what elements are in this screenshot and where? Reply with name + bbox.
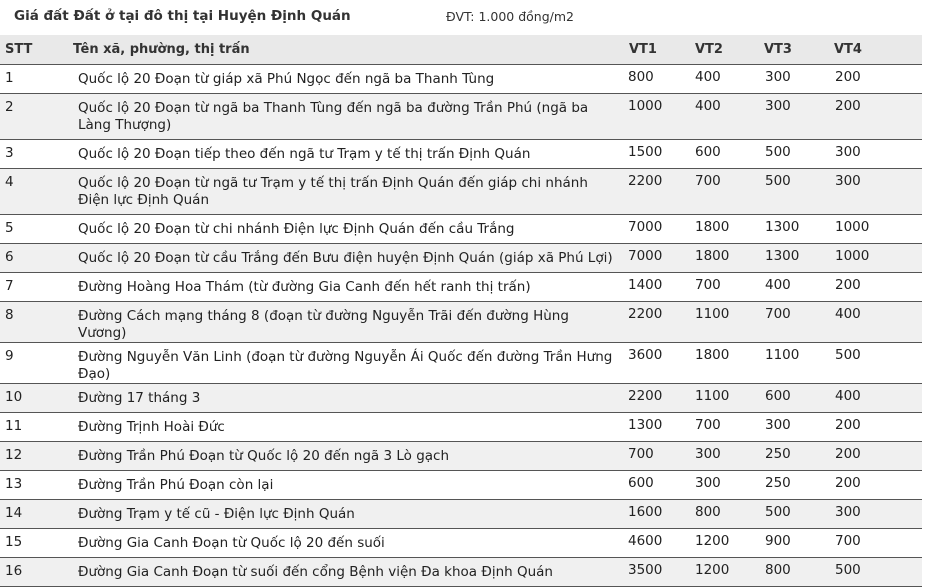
column-header-vt4: VT4 (825, 35, 922, 64)
row-vt3: 600 (755, 383, 825, 412)
table-row (0, 168, 922, 214)
row-vt1: 1300 (620, 412, 686, 441)
row-vt1: 3500 (620, 557, 686, 586)
column-header-stt: STT (0, 35, 65, 64)
row-vt3: 800 (755, 557, 825, 586)
row-name: Đường Trần Phú Đoạn từ Quốc lộ 20 đến ngã 3 Lò gạch (65, 441, 620, 470)
row-stt: 12 (0, 441, 65, 470)
table-row (0, 441, 922, 470)
row-vt4: 300 (825, 499, 922, 528)
row-stt: 5 (0, 214, 65, 243)
row-vt2: 800 (686, 499, 755, 528)
row-name: Quốc lộ 20 Đoạn tiếp theo đến ngã tư Trạm y tế thị trấn Định Quán (65, 139, 620, 168)
table-row (0, 301, 922, 342)
page-title: Giá đất Đất ở tại đô thị tại Huyện Định Quán (14, 8, 351, 24)
row-stt: 2 (0, 93, 65, 139)
table-row (0, 272, 922, 301)
row-vt1: 800 (620, 64, 686, 93)
table-row (0, 93, 922, 139)
row-vt2: 1800 (686, 214, 755, 243)
row-vt2: 1100 (686, 383, 755, 412)
row-vt3: 700 (755, 301, 825, 342)
row-vt2: 700 (686, 168, 755, 214)
row-vt3: 500 (755, 499, 825, 528)
row-vt3: 400 (755, 272, 825, 301)
row-vt1: 1500 (620, 139, 686, 168)
table-row (0, 139, 922, 168)
row-vt1: 4600 (620, 528, 686, 557)
row-stt: 10 (0, 383, 65, 412)
row-name: Đường Cách mạng tháng 8 (đoạn từ đường Nguyễn Trãi đến đường Hùng Vương) (65, 301, 620, 342)
row-vt4: 500 (825, 557, 922, 586)
row-stt: 3 (0, 139, 65, 168)
row-vt3: 300 (755, 64, 825, 93)
row-name: Đường Hoàng Hoa Thám (từ đường Gia Canh đến hết ranh thị trấn) (65, 272, 620, 301)
row-vt3: 300 (755, 412, 825, 441)
row-vt2: 300 (686, 470, 755, 499)
row-vt1: 2200 (620, 383, 686, 412)
row-vt4: 300 (825, 139, 922, 168)
row-name: Quốc lộ 20 Đoạn từ chi nhánh Điện lực Định Quán đến cầu Trắng (65, 214, 620, 243)
row-vt1: 1400 (620, 272, 686, 301)
row-stt: 13 (0, 470, 65, 499)
row-stt: 16 (0, 557, 65, 586)
table-row (0, 470, 922, 499)
row-vt1: 3600 (620, 342, 686, 383)
row-stt: 15 (0, 528, 65, 557)
row-vt1: 700 (620, 441, 686, 470)
page-header (0, 0, 928, 35)
table-row (0, 342, 922, 383)
table-row (0, 383, 922, 412)
table-row (0, 528, 922, 557)
row-vt3: 1300 (755, 243, 825, 272)
row-vt2: 700 (686, 272, 755, 301)
row-vt4: 400 (825, 301, 922, 342)
row-vt3: 300 (755, 93, 825, 139)
row-stt: 6 (0, 243, 65, 272)
row-name: Đường Trịnh Hoài Đức (65, 412, 620, 441)
row-stt: 11 (0, 412, 65, 441)
row-vt2: 300 (686, 441, 755, 470)
unit-label: ĐVT: 1.000 đồng/m2 (446, 9, 575, 24)
column-header-name: Tên xã, phường, thị trấn (65, 35, 620, 64)
row-stt: 4 (0, 168, 65, 214)
row-vt2: 1200 (686, 528, 755, 557)
row-vt2: 1100 (686, 301, 755, 342)
column-header-vt1: VT1 (620, 35, 686, 64)
row-vt1: 2200 (620, 301, 686, 342)
row-vt4: 200 (825, 470, 922, 499)
table-row (0, 243, 922, 272)
table-row (0, 499, 922, 528)
row-vt1: 1000 (620, 93, 686, 139)
row-vt4: 200 (825, 412, 922, 441)
row-vt3: 1300 (755, 214, 825, 243)
table-row (0, 214, 922, 243)
row-vt1: 7000 (620, 214, 686, 243)
row-vt2: 700 (686, 412, 755, 441)
row-vt4: 700 (825, 528, 922, 557)
row-vt2: 400 (686, 93, 755, 139)
table-header-row (0, 35, 922, 64)
row-stt: 7 (0, 272, 65, 301)
land-price-table (0, 35, 922, 587)
row-name: Đường Gia Canh Đoạn từ Quốc lộ 20 đến suối (65, 528, 620, 557)
row-name: Đường Trạm y tế cũ - Điện lực Định Quán (65, 499, 620, 528)
row-stt: 14 (0, 499, 65, 528)
row-vt2: 1800 (686, 243, 755, 272)
row-vt1: 7000 (620, 243, 686, 272)
row-vt3: 500 (755, 139, 825, 168)
row-vt2: 600 (686, 139, 755, 168)
row-vt1: 2200 (620, 168, 686, 214)
row-vt4: 500 (825, 342, 922, 383)
row-name: Quốc lộ 20 Đoạn từ cầu Trắng đến Bưu điện huyện Định Quán (giáp xã Phú Lợi) (65, 243, 620, 272)
row-name: Đường Trần Phú Đoạn còn lại (65, 470, 620, 499)
row-vt1: 1600 (620, 499, 686, 528)
row-stt: 8 (0, 301, 65, 342)
row-vt4: 200 (825, 93, 922, 139)
row-vt1: 600 (620, 470, 686, 499)
column-header-vt3: VT3 (755, 35, 825, 64)
column-header-vt2: VT2 (686, 35, 755, 64)
row-name: Quốc lộ 20 Đoạn từ ngã ba Thanh Tùng đến ngã ba đường Trần Phú (ngã ba Làng Thượng) (65, 93, 620, 139)
row-vt3: 500 (755, 168, 825, 214)
row-vt4: 300 (825, 168, 922, 214)
row-vt3: 250 (755, 470, 825, 499)
row-name: Đường Gia Canh Đoạn từ suối đến cổng Bệnh viện Đa khoa Định Quán (65, 557, 620, 586)
row-vt2: 1200 (686, 557, 755, 586)
row-vt2: 1800 (686, 342, 755, 383)
row-stt: 9 (0, 342, 65, 383)
row-vt3: 900 (755, 528, 825, 557)
row-vt4: 1000 (825, 214, 922, 243)
row-vt4: 1000 (825, 243, 922, 272)
row-name: Quốc lộ 20 Đoạn từ giáp xã Phú Ngọc đến ngã ba Thanh Tùng (65, 64, 620, 93)
row-name: Quốc lộ 20 Đoạn từ ngã tư Trạm y tế thị trấn Định Quán đến giáp chi nhánh Điện lực Định Quán (65, 168, 620, 214)
row-vt4: 200 (825, 64, 922, 93)
row-vt4: 200 (825, 441, 922, 470)
row-vt2: 400 (686, 64, 755, 93)
row-name: Đường 17 tháng 3 (65, 383, 620, 412)
table-row (0, 557, 922, 586)
table-row (0, 412, 922, 441)
row-stt: 1 (0, 64, 65, 93)
row-vt4: 400 (825, 383, 922, 412)
row-vt3: 1100 (755, 342, 825, 383)
row-vt3: 250 (755, 441, 825, 470)
row-name: Đường Nguyễn Văn Linh (đoạn từ đường Nguyễn Ái Quốc đến đường Trần Hưng Đạo) (65, 342, 620, 383)
table-row (0, 64, 922, 93)
row-vt4: 200 (825, 272, 922, 301)
